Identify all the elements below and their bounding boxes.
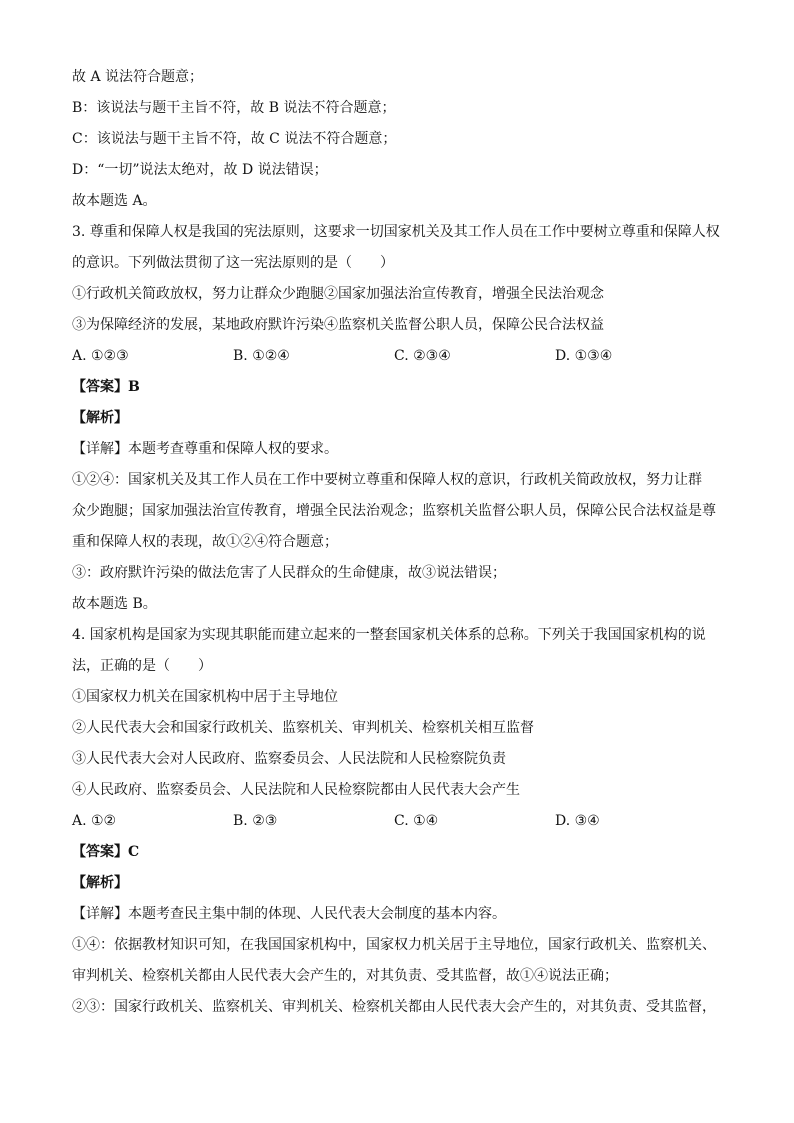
question-3-item: ①行政机关简政放权，努力让群众少跑腿②国家加强法治宣传教育，增强全民法治观念	[72, 286, 604, 302]
question-4-item: ②人民代表大会和国家行政机关、监察机关、审判机关、检察机关相互监督	[72, 720, 534, 736]
explanation-text: ①④：依据教材知识可知，在我国国家机构中，国家权力机关居于主导地位，国家行政机关、监察机关、	[72, 937, 716, 953]
document-page	[72, 62, 732, 1023]
option-a: A. ①②	[72, 813, 117, 829]
analysis-label: 【解析】	[72, 875, 128, 891]
conclusion-text: 故本题选 B。	[72, 596, 157, 612]
explanation-text: ③：政府默许污染的做法危害了人民群众的生命健康，故③说法错误；	[72, 565, 506, 581]
text-line: D：“一切”说法太绝对，故 D 说法错误；	[72, 162, 328, 178]
text-line: B：该说法与题干主旨不符，故 B 说法不符合题意；	[72, 100, 396, 116]
question-4-item: ④人民政府、监察委员会、人民法院和人民检察院都由人民代表大会产生	[72, 782, 520, 798]
question-4-stem: 4. 国家机构是国家为实现其职能而建立起来的一整套国家机关体系的总称。下列关于我国国家机构的说	[72, 627, 706, 643]
detail-text: 【详解】本题考查尊重和保障人权的要求。	[72, 441, 338, 457]
question-4-stem: 法，正确的是（ ）	[72, 658, 212, 674]
explanation-text: ①②④：国家机关及其工作人员在工作中要树立尊重和保障人权的意识，行政机关简政放权，努力让群	[72, 472, 702, 488]
option-c: C. ②③④	[394, 348, 451, 364]
option-b: B. ①②④	[233, 348, 290, 364]
question-4-options	[72, 806, 732, 837]
analysis-label: 【解析】	[72, 410, 128, 426]
question-4-item: ①国家权力机关在国家机构中居于主导地位	[72, 689, 338, 705]
answer-label: 【答案】B	[72, 379, 140, 395]
text-line: 故 A 说法符合题意；	[72, 69, 204, 85]
option-d: D. ①③④	[555, 348, 613, 364]
explanation-text: 审判机关、检察机关都由人民代表大会产生的，对其负责、受其监督，故①④说法正确；	[72, 968, 618, 984]
text-line: C：该说法与题干主旨不符，故 C 说法不符合题意；	[72, 131, 397, 147]
text-line: 故本题选 A。	[72, 193, 157, 209]
question-3-stem: 3. 尊重和保障人权是我国的宪法原则，这要求一切国家机关及其工作人员在工作中要树立尊重和保障人权	[72, 224, 720, 240]
option-d: D. ③④	[555, 813, 600, 829]
explanation-text: 众少跑腿；国家加强法治宣传教育，增强全民法治观念；监察机关监督公职人员，保障公民合法权益是尊	[72, 503, 716, 519]
question-3-options	[72, 341, 732, 372]
question-4-item: ③人民代表大会对人民政府、监察委员会、人民法院和人民检察院负责	[72, 751, 506, 767]
explanation-text: 重和保障人权的表现，故①②④符合题意；	[72, 534, 338, 550]
option-a: A. ①②③	[72, 348, 129, 364]
question-3-item: ③为保障经济的发展，某地政府默许污染④监察机关监督公职人员，保障公民合法权益	[72, 317, 604, 333]
option-b: B. ②③	[233, 813, 278, 829]
answer-label: 【答案】C	[72, 844, 140, 860]
option-c: C. ①④	[394, 813, 439, 829]
detail-text: 【详解】本题考查民主集中制的体现、人民代表大会制度的基本内容。	[72, 906, 506, 922]
question-3-stem: 的意识。下列做法贯彻了这一宪法原则的是（ ）	[72, 255, 394, 271]
explanation-text: ②③：国家行政机关、监察机关、审判机关、检察机关都由人民代表大会产生的，对其负责、受其监督，	[72, 999, 716, 1015]
